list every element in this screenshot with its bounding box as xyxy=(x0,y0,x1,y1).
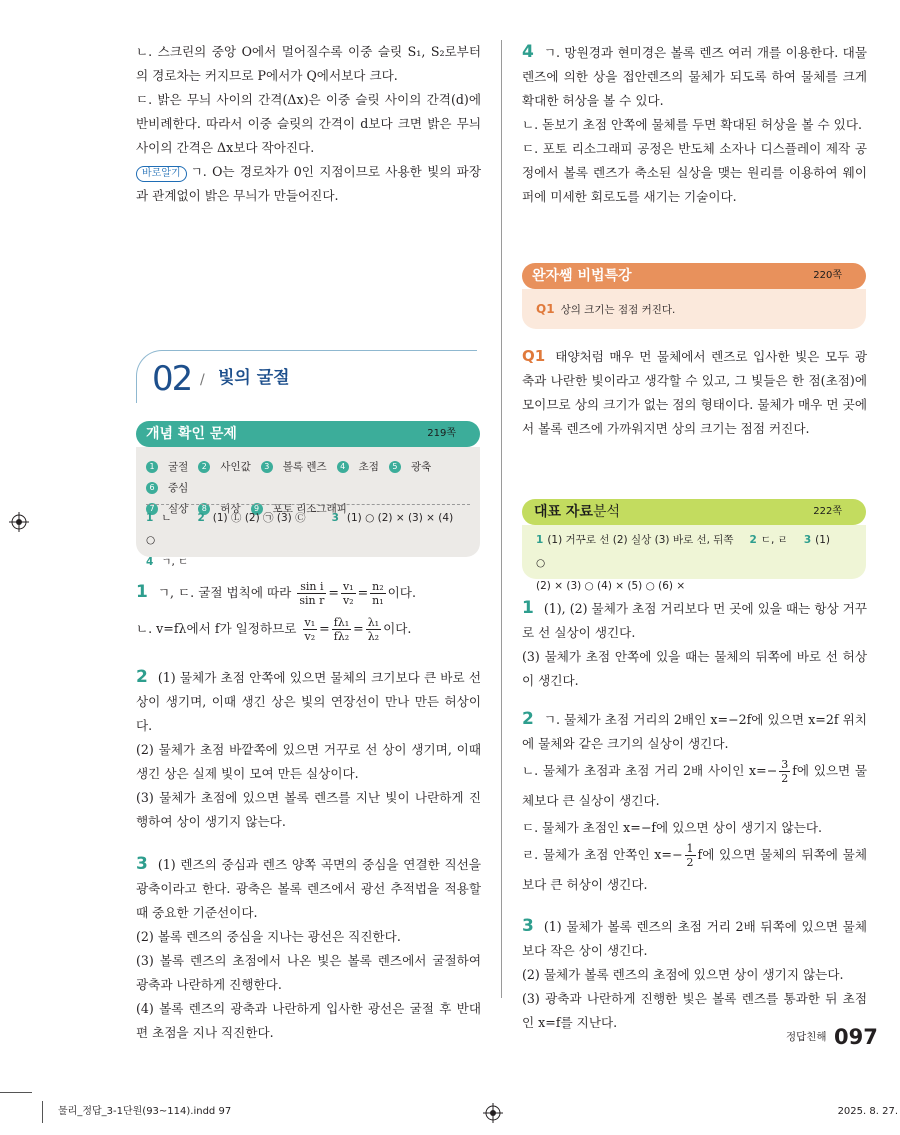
special-q-text: 상의 크기는 점점 커진다. xyxy=(560,304,676,316)
concept-answer xyxy=(197,512,305,524)
a2-p4 xyxy=(522,840,867,900)
q2-p1 xyxy=(136,665,481,738)
page-label: 정답친해 xyxy=(786,1031,827,1043)
concept-check-title: 개념 확인 문제 xyxy=(146,426,237,442)
intro-ni: ㄴ. 스크린의 중앙 O에서 멀어질수록 이중 슬릿 S₁, S₂로부터의 경로차는 커지므로 P에서가 Q에서보다 크다. xyxy=(136,44,481,83)
q1-frac-n xyxy=(370,580,386,607)
concept-term xyxy=(389,457,431,478)
term-label: 굴절 xyxy=(168,461,189,473)
special-answer xyxy=(522,344,867,441)
a2-p2-den: 2 xyxy=(781,772,789,785)
concept-term xyxy=(146,457,188,478)
a1-p1 xyxy=(522,596,867,645)
term-label: 광축 xyxy=(410,461,432,473)
q1-g3-num: λ₁ xyxy=(367,616,380,629)
footer-rule xyxy=(0,1092,32,1093)
concept-divider xyxy=(146,504,470,505)
q4-p1 xyxy=(522,40,867,113)
q1-g1-den: v₂ xyxy=(304,630,316,643)
concept-answer xyxy=(146,512,171,524)
data-answer-text: (1) 거꾸로 선 (2) 실상 (3) 바로 선, 뒤쪽 xyxy=(547,534,734,546)
q1-line1: 1 ㄱ, ㄷ. 굴절 법칙에 따라 $\frac{\text{sin i}}{\text{sin r}}$ = $\frac{\text{v₁}}{\text{v₂}}$ = $\frac{\text{n₂}}{\text{n₁}}$ 이다. xyxy=(136,580,416,607)
q2-p1-text: (1) 물체가 초점 안쪽에 있으면 물체의 크기보다 큰 바로 선 상이 생기며, 이때 생긴 상은 빛의 연장선이 만나 만든 허상이다. xyxy=(136,670,481,733)
right-solutions xyxy=(522,596,867,1035)
a2-p2-frac xyxy=(779,758,790,785)
data-analysis-box xyxy=(522,525,866,592)
concept-term xyxy=(198,457,250,478)
q1-frac-v xyxy=(341,580,356,607)
term-number-badge: 6 xyxy=(146,482,158,494)
concept-check-page: 219쪽 xyxy=(427,428,456,439)
special-lecture-bar xyxy=(522,263,866,289)
concept-answer-text: (1) ○ (2) × (3) × (4) ○ xyxy=(146,512,454,546)
q2-number: 2 xyxy=(136,667,148,687)
q1-g2-num: fλ₁ xyxy=(333,616,350,629)
q2-p3: (3) 물체가 초점에 있으면 볼록 렌즈를 지난 빛이 나란하게 진행하여 상이 생기지 않는다. xyxy=(136,790,481,829)
term-label: 중심 xyxy=(168,482,189,494)
q3-p1-text: (1) 렌즈의 중심과 렌즈 양쪽 곡면의 중심을 연결한 직선을 광축이라고 한다. 광축은 볼록 렌즈에서 광선 추적법을 적용할 때 중요한 기준선이다. xyxy=(136,857,481,920)
q4-p3: ㄷ. 포토 리소그래피 공정은 반도체 소자나 디스플레이 제작 공정에서 볼록 렌즈가 축소된 실상을 맺는 원리를 이용하여 웨이퍼에 미세한 회로도를 새기는 기술이다. xyxy=(522,141,867,204)
q3-p1 xyxy=(136,852,481,925)
a1-p2: (3) 물체가 초점 안쪽에 있을 때는 물체의 뒤쪽에 바로 선 허상이 생긴다. xyxy=(522,649,867,688)
q3-p3: (3) 볼록 렌즈의 초점에서 나온 빛은 볼록 렌즈에서 굴절하여 광축과 나란하게 진행한다. xyxy=(136,953,481,992)
q4-p1-text: ㄱ. 망원경과 현미경은 볼록 렌즈 여러 개를 이용한다. 대물렌즈에 의한 상을 접안렌즈의 물체가 되도록 하여 물체를 크게 확대한 허상을 볼 수 있다. xyxy=(522,45,867,108)
data-analysis-bar xyxy=(522,499,866,525)
section-slash: / xyxy=(200,372,205,388)
term-number-badge: 9 xyxy=(251,503,263,515)
intro-correction xyxy=(136,160,481,208)
q1-frac-g1 xyxy=(303,616,318,643)
special-q-label: Q1 xyxy=(536,302,555,316)
q1-g1-num: v₁ xyxy=(304,616,316,629)
q1-f2-num: v₁ xyxy=(342,580,354,593)
data-answers xyxy=(536,529,858,598)
registration-mark-icon xyxy=(483,1103,503,1123)
q3-p2: (2) 볼록 렌즈의 중심을 지나는 광선은 직진한다. xyxy=(136,929,401,944)
concept-answer xyxy=(146,556,188,568)
data-analysis-title xyxy=(534,499,620,525)
data-answer-number: 1 xyxy=(536,534,544,546)
q1-g3-den: λ₂ xyxy=(367,630,380,643)
a2-p4-frac xyxy=(685,842,696,869)
q1-frac-sin xyxy=(297,580,326,607)
correction-text: ㄱ. O는 경로차가 0인 지점이므로 사용한 빛의 파장과 관계없이 밝은 무늬가 만들어진다. xyxy=(136,164,481,203)
a3-number: 3 xyxy=(522,916,534,936)
a2-p1-text: ㄱ. 물체가 초점 거리의 2배인 x=−2f에 있으면 x=2f 위치에 물체와 같은 크기의 실상이 생긴다. xyxy=(522,712,867,751)
a3-p1 xyxy=(522,914,867,963)
q1-line1-post: 이다. xyxy=(387,585,416,600)
data-answers-line1 xyxy=(536,529,858,575)
section-title: 빛의 굴절 xyxy=(218,368,290,388)
left-solutions xyxy=(136,574,481,1045)
concept-answer-number: 2 xyxy=(197,512,205,524)
term-number-badge: 5 xyxy=(389,461,401,473)
q1-f1-den: sin r xyxy=(299,594,325,607)
right-column xyxy=(522,40,867,209)
term-label: 사인값 xyxy=(220,461,251,473)
a2-p3: ㄷ. 물체가 초점인 x=−f에 있으면 상이 생기지 않는다. xyxy=(522,820,823,835)
section-header xyxy=(136,350,481,406)
left-column xyxy=(136,40,481,208)
a3-p2: (2) 물체가 볼록 렌즈의 초점에 있으면 상이 생기지 않는다. xyxy=(522,967,844,982)
a2-p4-pre: ㄹ. 물체가 초점 안쪽인 x=− xyxy=(522,847,683,862)
term-number-badge: 4 xyxy=(337,461,349,473)
concept-answer-text: ㄱ, ㄷ xyxy=(161,556,189,568)
term-number-badge: 1 xyxy=(146,461,158,473)
concept-answer-text: (1) Ⓛ (2) ㉠ (3) Ⓒ xyxy=(212,512,306,524)
page-number: 097 xyxy=(834,1025,878,1049)
concept-answers xyxy=(146,507,476,573)
correction-tag: 바로알기 xyxy=(136,166,187,182)
concept-term xyxy=(337,457,379,478)
footer-date: 2025. 8. 27. xyxy=(837,1106,898,1117)
concept-check-box xyxy=(136,447,480,568)
q2-p2: (2) 물체가 초점 바깥쪽에 있으면 거꾸로 선 상이 생기며, 이때 생긴 상은 실제 빛이 모여 만든 실상이다. xyxy=(136,742,481,781)
data-answer-number: 3 xyxy=(803,534,812,546)
q1-number: 1 xyxy=(136,582,148,602)
q1-f3-den: n₁ xyxy=(372,594,384,607)
q1-line2-pre: ㄴ. v=fλ에서 f가 일정하므로 xyxy=(136,621,297,636)
term-label: 포토 리소그래피 xyxy=(272,503,347,515)
a2-number: 2 xyxy=(522,709,534,729)
q4-number: 4 xyxy=(522,42,534,62)
q1-line2-post: 이다. xyxy=(383,621,412,636)
q1-f3-num: n₂ xyxy=(372,580,384,593)
concept-answer-number: 3 xyxy=(331,512,339,524)
column-divider xyxy=(501,40,502,998)
concept-term xyxy=(261,457,327,478)
a2-p1 xyxy=(522,707,867,756)
data-answer xyxy=(536,534,734,546)
term-label: 볼록 렌즈 xyxy=(282,461,327,473)
intro-di: ㄷ. 밝은 무늬 사이의 간격(Δx)은 이중 슬릿 사이의 간격(d)에 반비례한다. 따라서 이중 슬릿의 간격이 d보다 크면 밝은 무늬 사이의 간격은 Δx보다 작아진다. xyxy=(136,92,481,155)
data-analysis-page: 222쪽 xyxy=(813,506,842,517)
a2-p2-post: f에 있으면 물체보다 큰 실상이 생긴다. xyxy=(522,763,867,808)
q1-frac-g2 xyxy=(332,616,351,643)
q1-line1-pre: ㄱ, ㄷ. 굴절 법칙에 따라 xyxy=(157,585,292,600)
q1-f2-den: v₂ xyxy=(342,594,354,607)
a1-p1-text: (1), (2) 물체가 초점 거리보다 먼 곳에 있을 때는 항상 거꾸로 선 실상이 생긴다. xyxy=(522,601,867,640)
concept-answer-number: 1 xyxy=(146,512,154,524)
term-number-badge: 2 xyxy=(198,461,210,473)
q4-p2: ㄴ. 돋보기 초점 안쪽에 물체를 두면 확대된 허상을 볼 수 있다. xyxy=(522,117,863,132)
concept-answer-text: ㄴ xyxy=(161,512,172,524)
data-answer-text: (1) ○ xyxy=(536,534,831,569)
a2-p2-pre: ㄴ. 물체가 초점과 초점 거리 2배 사이인 x=− xyxy=(522,763,778,778)
a1-number: 1 xyxy=(522,598,534,618)
concept-check-bar xyxy=(136,421,480,447)
a2-p4-den: 2 xyxy=(686,856,694,869)
data-title-bold: 대표 자료 xyxy=(534,504,593,520)
data-answers-line2: (2) × (3) ○ (4) × (5) ○ (6) × xyxy=(536,580,686,592)
q3-number: 3 xyxy=(136,854,148,874)
q3-p4: (4) 볼록 렌즈의 광축과 나란하게 입사한 광선은 굴절 후 반대편 초점을 지나 직진한다. xyxy=(136,1001,481,1040)
data-answer-number: 2 xyxy=(749,534,757,546)
q1-f1-num: sin i xyxy=(297,580,326,594)
special-lecture-title: 완자쌤 비법특강 xyxy=(532,268,632,284)
special-a-label: Q1 xyxy=(522,347,546,365)
special-answer-text xyxy=(522,344,867,441)
a3-p1-text: (1) 물체가 볼록 렌즈의 초점 거리 2배 뒤쪽에 있으면 물체보다 작은 상이 생긴다. xyxy=(522,919,867,958)
a3-p3: (3) 광축과 나란하게 진행한 빛은 볼록 렌즈를 통과한 뒤 초점인 x=f를 지난다. xyxy=(522,991,867,1030)
data-answer xyxy=(750,534,788,546)
term-label: 허상 xyxy=(220,503,241,515)
special-lecture-box xyxy=(522,289,866,329)
term-label: 실상 xyxy=(168,503,189,515)
a2-p4-post: f에 있으면 물체의 뒤쪽에 물체보다 큰 허상이 생긴다. xyxy=(522,847,867,892)
term-number-badge: 7 xyxy=(146,503,158,515)
data-answer-text: ㄷ, ㄹ xyxy=(760,534,788,546)
term-label: 초점 xyxy=(358,461,379,473)
special-a-body: 태양처럼 매우 먼 물체에서 렌즈로 입사한 빛은 모두 광축과 나란한 빛이라고 생각할 수 있고, 그 빛들은 한 점(초점)에 모이므로 상의 크기가 없는 점의 형태이다. 물체가 매우 먼 곳에서 볼록 렌즈에 가까워지면 상의 크기는 점점 커진다. xyxy=(522,349,867,436)
a2-p2 xyxy=(522,756,867,816)
a2-p2-num: 3 xyxy=(781,758,789,771)
concept-answer-number: 4 xyxy=(146,556,154,568)
q1-frac-g3 xyxy=(366,616,381,643)
a2-p4-num: 1 xyxy=(686,842,694,855)
concept-term xyxy=(146,478,188,499)
term-number-badge: 3 xyxy=(261,461,273,473)
q1-g2-den: fλ₂ xyxy=(333,630,350,643)
data-title-light: 분석 xyxy=(592,504,621,520)
q1-line2: ㄴ. v=fλ에서 f가 일정하므로 $\frac{\text{v₁}}{\text{v₂}}$ = $\frac{\text{fλ₁}}{\text{fλ₂}}$ = $\frac{\text{λ₁}}{\text{λ₂}}$ 이다. xyxy=(136,616,412,643)
registration-mark-icon xyxy=(9,512,29,532)
footer-filename: 물리_정답_3-1단원(93~114).indd 97 xyxy=(58,1106,232,1117)
term-number-badge: 8 xyxy=(198,503,210,515)
section-number: 02 xyxy=(152,359,192,399)
footer-vrule xyxy=(42,1101,43,1123)
special-lecture-page: 220쪽 xyxy=(813,270,842,281)
